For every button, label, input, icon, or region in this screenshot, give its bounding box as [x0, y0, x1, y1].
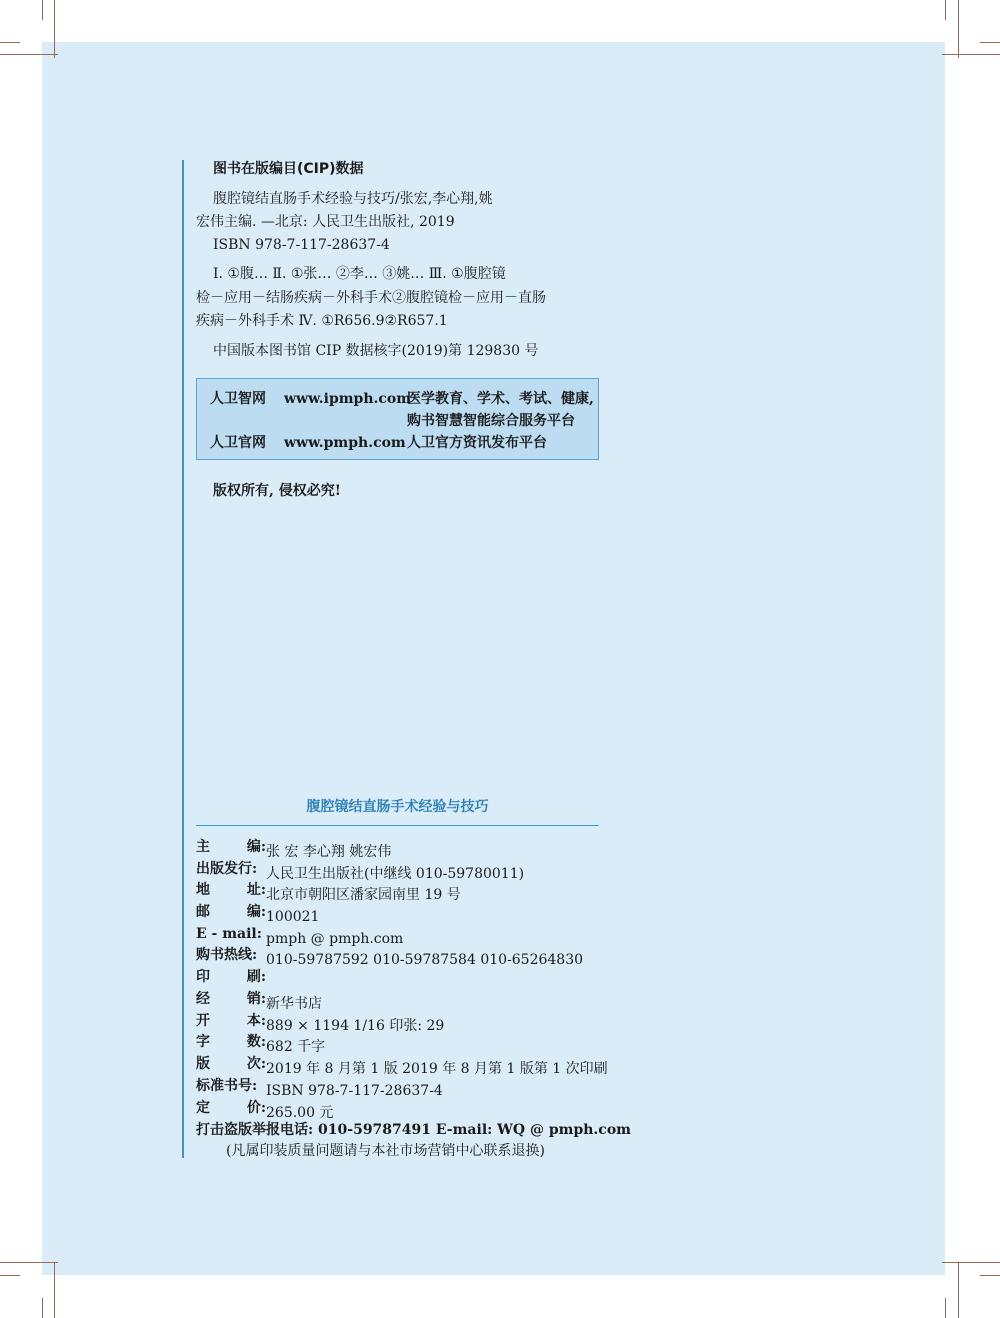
site-desc: 人卫官方资讯发布平台 [407, 435, 547, 451]
info-row-edition: 版 次: 2019 年 8 月第 1 版 2019 年 8 月第 1 版第 1 次印刷 [196, 1056, 608, 1077]
cip-line: ISBN 978-7-117-28637-4 [213, 237, 390, 253]
info-row-hotline: 购书热线: 010-59787592 010-59787584 010-65264830 [196, 947, 584, 968]
info-row-address: 地 址: 北京市朝阳区潘家园南里 19 号 [196, 882, 461, 903]
info-row-distributor: 经 销: 新华书店 [196, 991, 322, 1012]
site-name: 人卫智网 [210, 391, 266, 407]
quality-notice: (凡属印装质量问题请与本社市场营销中心联系退换) [226, 1143, 545, 1159]
book-title: 腹腔镜结直肠手术经验与技巧 [306, 799, 489, 815]
crop-mark-tl-v2 [54, 0, 55, 58]
cip-line: 宏伟主编. —北京: 人民卫生出版社, 2019 [196, 214, 455, 230]
cip-line: 腹腔镜结直肠手术经验与技巧/张宏,李心翔,姚 [213, 191, 493, 207]
page-background [42, 42, 945, 1275]
crop-mark-tl-v [42, 0, 43, 20]
info-row-price: 定 价: 265.00 元 [196, 1100, 334, 1121]
crop-mark-br-v [945, 1298, 946, 1318]
website-box [196, 378, 599, 460]
info-row-postcode: 邮 编: 100021 [196, 904, 320, 925]
copyright-notice: 版权所有, 侵权必究! [213, 483, 341, 499]
site-url-link[interactable]: www.pmph.com [284, 435, 406, 451]
info-row-format: 开 本: 889 × 1194 1/16 印张: 29 [196, 1013, 445, 1034]
crop-mark-bl-h [0, 1275, 20, 1276]
cip-line: 疾病－外科手术 Ⅳ. ①R656.9②R657.1 [196, 313, 448, 329]
crop-mark-tr-v [945, 0, 946, 20]
info-row-email: E - mail: pmph @ pmph.com [196, 926, 404, 947]
info-row-publisher: 出版发行: 人民卫生出版社(中继线 010-59780011) [196, 861, 525, 882]
site-url-link[interactable]: www.ipmph.com [284, 391, 412, 407]
info-row-printer: 印 刷: [196, 969, 266, 985]
crop-mark-br-h [980, 1275, 1000, 1276]
site-desc: 医学教育、学术、考试、健康, [407, 391, 594, 407]
crop-mark-tl-h [0, 42, 20, 43]
crop-mark-br-h2 [942, 1262, 1000, 1263]
crop-mark-bl-h2 [0, 1262, 58, 1263]
horizontal-rule [196, 825, 599, 826]
crop-mark-tr-v2 [958, 0, 959, 58]
info-row-editor: 主 编: 张 宏 李心翔 姚宏伟 [196, 839, 392, 860]
info-row-word-count: 字 数: 682 千字 [196, 1034, 326, 1055]
cip-line: 检－应用－结肠疾病－外科手术②腹腔镜检－应用－直肠 [196, 290, 546, 306]
crop-mark-tr-h2 [942, 54, 1000, 55]
cip-line: Ⅰ. ①腹… Ⅱ. ①张… ②李… ③姚… Ⅲ. ①腹腔镜 [213, 266, 506, 282]
vertical-rule [182, 160, 184, 1158]
crop-mark-br-v2 [958, 1262, 959, 1318]
site-desc: 购书智慧智能综合服务平台 [407, 413, 575, 429]
cip-title: 图书在版编目(CIP)数据 [213, 161, 364, 177]
crop-mark-bl-v [42, 1298, 43, 1318]
crop-mark-bl-v2 [54, 1262, 55, 1318]
site-name: 人卫官网 [210, 435, 266, 451]
cip-number: 中国版本图书馆 CIP 数据核字(2019)第 129830 号 [213, 343, 539, 359]
crop-mark-tl-h2 [0, 54, 58, 55]
info-row-isbn: 标准书号: ISBN 978-7-117-28637-4 [196, 1078, 443, 1099]
piracy-hotline: 打击盗版举报电话: 010-59787491 E-mail: WQ @ pmph.com [196, 1122, 631, 1138]
crop-mark-tr-h [980, 42, 1000, 43]
